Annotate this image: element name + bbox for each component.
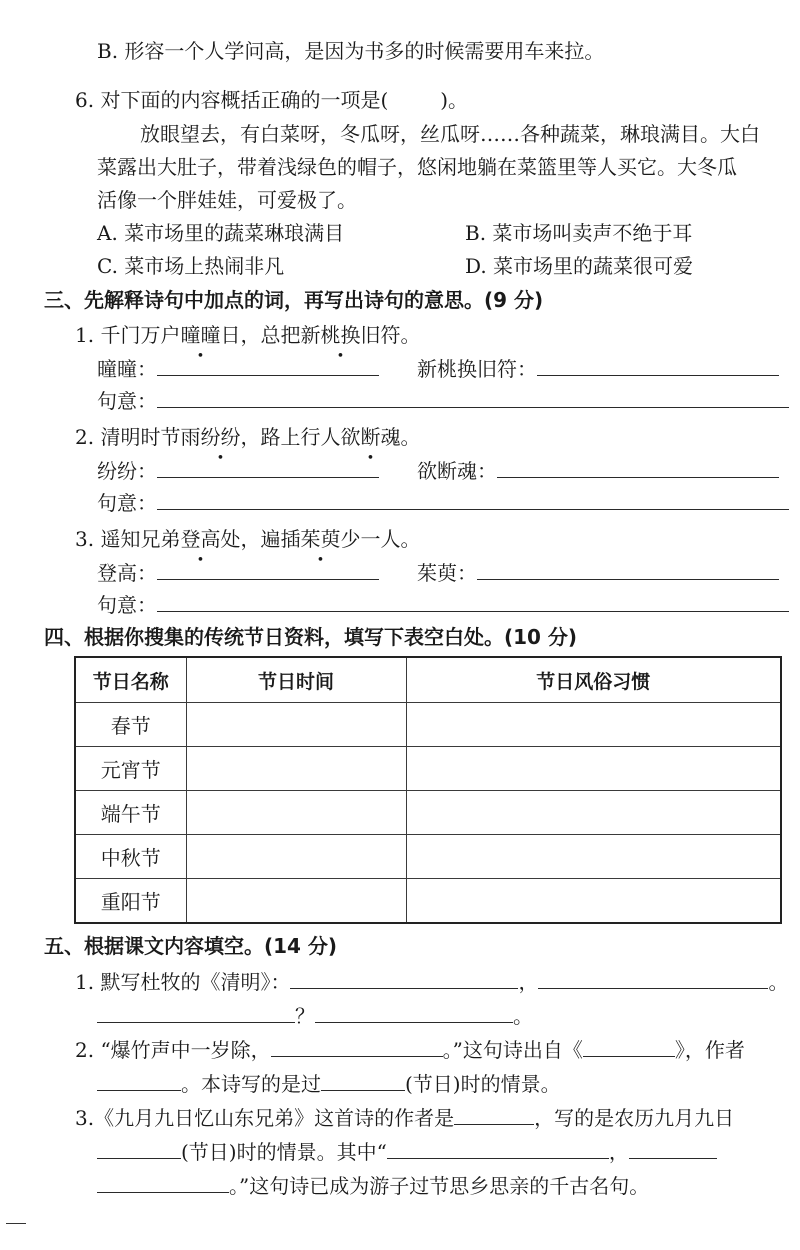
dotted-word: 曈曈	[180, 323, 221, 347]
poem-text: 。	[400, 425, 421, 449]
q6-option-b[interactable]: B. 菜市场叫卖声不绝于耳	[465, 221, 693, 245]
dotted-word: 纷纷	[200, 425, 241, 449]
festival-customs-cell[interactable]	[406, 747, 781, 791]
answer-label: 欲断魂：	[417, 459, 497, 483]
festival-customs-cell[interactable]	[406, 879, 781, 924]
answer-row	[97, 559, 379, 587]
section-4-title: 四、根据你搜集的传统节日资料，填写下表空白处。(10 分)	[44, 625, 578, 649]
festival-name-cell: 元宵节	[75, 747, 186, 791]
question-text: 2. “爆竹声中一岁除，	[75, 1038, 271, 1062]
festival-name-cell: 春节	[75, 703, 186, 747]
festival-customs-cell[interactable]	[406, 835, 781, 879]
meaning-label: 句意：	[97, 593, 157, 617]
answer-row	[417, 559, 779, 587]
fill-blank[interactable]	[315, 1002, 513, 1023]
q5-3-line-1	[75, 1104, 734, 1132]
festival-name-cell: 端午节	[75, 791, 186, 835]
q5-3-line-3	[97, 1172, 649, 1200]
q6-stem-text: 6. 对下面的内容概括正确的一项是(	[75, 88, 389, 112]
poem-text: 符。	[380, 323, 421, 347]
fill-blank[interactable]	[321, 1070, 405, 1091]
fill-blank[interactable]	[629, 1138, 717, 1159]
answer-label: 曈曈：	[97, 357, 157, 381]
q6-stem	[75, 86, 468, 114]
answer-label: 登高：	[97, 561, 157, 585]
meaning-blank[interactable]	[157, 489, 789, 510]
punct: 。	[768, 970, 789, 994]
meaning-label: 句意：	[97, 389, 157, 413]
poem-text: 遥知兄弟	[100, 527, 181, 551]
punct: ，	[518, 970, 539, 994]
festival-name-cell: 中秋节	[75, 835, 186, 879]
page-edge-mark	[6, 1223, 26, 1224]
question-text: ，写的是农历九月九日	[534, 1106, 735, 1130]
fill-blank[interactable]	[97, 1070, 181, 1091]
meaning-label: 句意：	[97, 491, 157, 515]
answer-blank[interactable]	[157, 355, 379, 376]
question-text: 。本诗写的是过	[181, 1072, 321, 1096]
festival-name-cell: 重阳节	[75, 879, 186, 924]
q6-stem-close: )。	[440, 88, 469, 112]
poem-text: 千门万户	[100, 323, 181, 347]
punct: ？	[295, 1004, 315, 1028]
table-row	[75, 879, 781, 924]
meaning-blank[interactable]	[157, 591, 789, 612]
answer-row	[97, 457, 379, 485]
punct: 。	[513, 1004, 533, 1028]
q5-option-b: B. 形容一个人学问高，是因为书多的时候需要用车来拉。	[97, 39, 605, 63]
q6-option-c[interactable]: C. 菜市场上热闹非凡	[97, 254, 285, 278]
q5-3-line-2	[97, 1138, 717, 1166]
answer-blank[interactable]	[537, 355, 779, 376]
header-festival-name: 节日名称	[75, 657, 186, 703]
poem-text: 日，总把	[220, 323, 301, 347]
festival-customs-cell[interactable]	[406, 791, 781, 835]
answer-label: 新桃换旧符：	[417, 357, 537, 381]
festival-time-cell[interactable]	[186, 791, 406, 835]
answer-row	[97, 355, 379, 383]
question-text: 。”这句诗已成为游子过节思乡思亲的千古名句。	[229, 1174, 650, 1198]
section-3-title: 三、先解释诗句中加点的词，再写出诗句的意思。(9 分)	[44, 288, 544, 312]
dotted-word: 登高	[180, 527, 221, 551]
q6-passage-line-1: 放眼望去，有白菜呀，冬瓜呀，丝瓜呀……各种蔬菜，琳琅满目。大白	[140, 122, 760, 146]
q6-option-d[interactable]: D. 菜市场里的蔬菜很可爱	[465, 254, 694, 278]
table-row	[75, 791, 781, 835]
poem-text: 处，遍插	[220, 527, 301, 551]
q5-2-line-2	[97, 1070, 561, 1098]
dotted-word: 新桃换旧	[300, 323, 381, 347]
punct: ，	[608, 1140, 629, 1164]
question-text: 。”这句诗出自《	[442, 1038, 583, 1062]
q5-1-line-2	[97, 1002, 533, 1030]
table-row	[75, 747, 781, 791]
fill-blank[interactable]	[538, 968, 768, 989]
item-number: 3.	[75, 527, 101, 551]
q5-1-line-1	[75, 968, 788, 996]
item-number: 1.	[75, 323, 101, 347]
poem-text: 少一人。	[340, 527, 421, 551]
question-text: 》，作者	[674, 1038, 745, 1062]
section-5-title: 五、根据课文内容填空。(14 分)	[44, 934, 338, 958]
festival-time-cell[interactable]	[186, 703, 406, 747]
q6-passage-line-2: 菜露出大肚子，带着浅绿色的帽子，悠闲地躺在菜篮里等人买它。大冬瓜	[97, 155, 737, 179]
q5-2-line-1	[75, 1036, 745, 1064]
meaning-blank[interactable]	[157, 387, 789, 408]
answer-blank[interactable]	[477, 559, 779, 580]
answer-label: 纷纷：	[97, 459, 157, 483]
poem-line-1	[75, 321, 420, 349]
question-text: (节日)时的情景。	[405, 1072, 561, 1096]
meaning-row	[97, 591, 789, 619]
item-number: 2.	[75, 425, 101, 449]
answer-label: 茱萸：	[417, 561, 477, 585]
answer-blank[interactable]	[157, 559, 379, 580]
fill-blank[interactable]	[97, 1002, 295, 1023]
meaning-row	[97, 387, 789, 415]
q6-option-a[interactable]: A. 菜市场里的蔬菜琳琅满目	[97, 221, 345, 245]
fill-blank[interactable]	[583, 1036, 675, 1057]
dotted-word: 茱萸	[300, 527, 341, 551]
fill-blank[interactable]	[290, 968, 518, 989]
festival-time-cell[interactable]	[186, 747, 406, 791]
poem-line-3	[75, 525, 420, 553]
question-text: 3.《九月九日忆山东兄弟》这首诗的作者是	[75, 1106, 455, 1130]
fill-blank[interactable]	[387, 1138, 609, 1159]
fill-blank[interactable]	[97, 1138, 181, 1159]
poem-text: ，路上行人	[240, 425, 341, 449]
poem-text: 清明时节雨	[100, 425, 201, 449]
meaning-row	[97, 489, 789, 517]
q6-passage-line-3: 活像一个胖娃娃，可爱极了。	[97, 188, 357, 212]
answer-row	[417, 457, 779, 485]
fill-blank[interactable]	[454, 1104, 534, 1125]
poem-line-2	[75, 423, 420, 451]
header-festival-customs: 节日风俗习惯	[406, 657, 781, 703]
question-text: 1. 默写杜牧的《清明》：	[75, 970, 291, 994]
answer-blank[interactable]	[157, 457, 379, 478]
answer-row	[417, 355, 779, 383]
question-text: (节日)时的情景。其中“	[181, 1140, 387, 1164]
table-header-row	[75, 657, 781, 703]
table-row	[75, 835, 781, 879]
festival-table	[74, 656, 782, 924]
festival-time-cell[interactable]	[186, 835, 406, 879]
festival-customs-cell[interactable]	[406, 703, 781, 747]
dotted-word: 欲断魂	[340, 425, 401, 449]
fill-blank[interactable]	[97, 1172, 229, 1193]
header-festival-time: 节日时间	[186, 657, 406, 703]
festival-time-cell[interactable]	[186, 879, 406, 924]
table-row	[75, 703, 781, 747]
answer-blank[interactable]	[497, 457, 779, 478]
fill-blank[interactable]	[271, 1036, 443, 1057]
